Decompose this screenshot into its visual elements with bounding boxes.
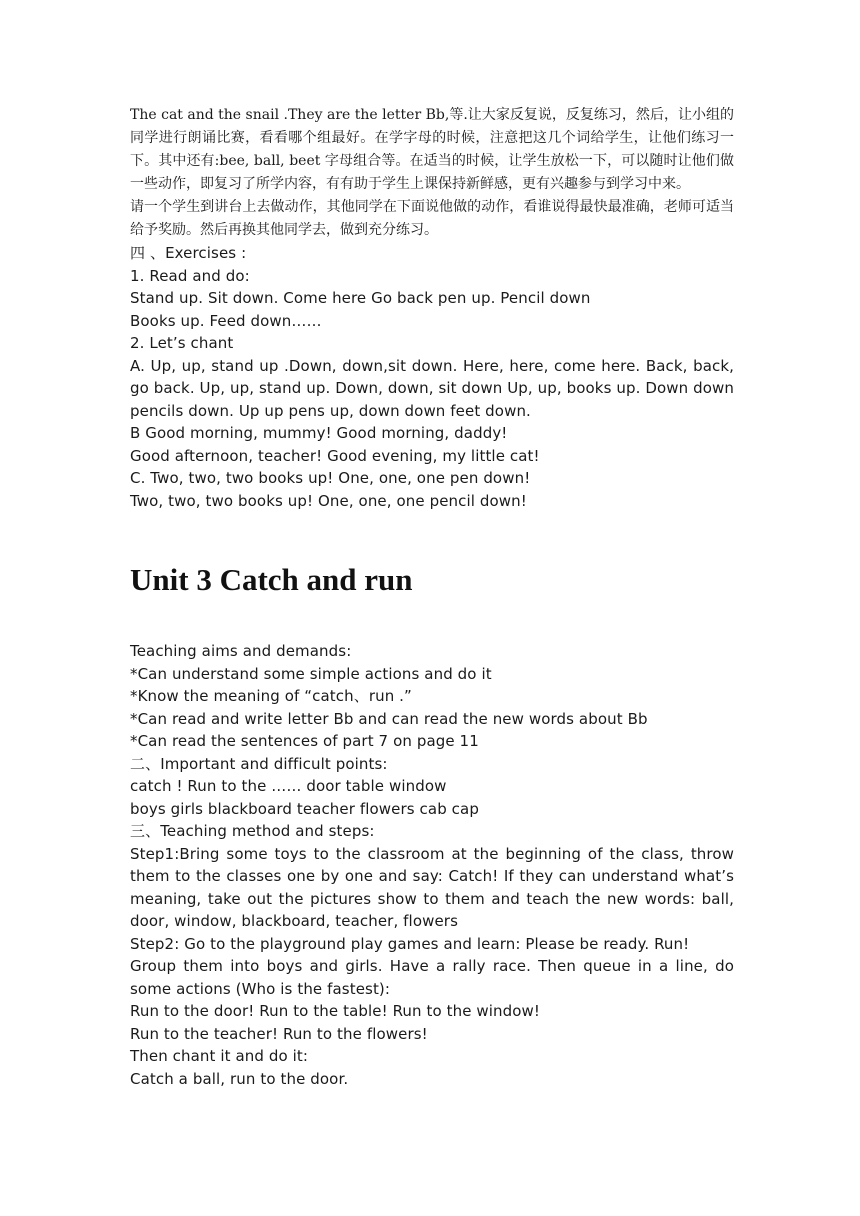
exercises-heading: 四 、Exercises : xyxy=(130,244,247,262)
aim-item: *Can understand some simple actions and do it xyxy=(130,664,492,683)
points-heading: 二、Important and difficult points: xyxy=(130,754,388,773)
aim-item: *Can read the sentences of part 7 on page 11 xyxy=(130,732,479,750)
unit-title: Unit 3 Catch and run xyxy=(130,562,413,597)
read-and-do-line: Books up. Feed down…… xyxy=(130,311,322,330)
catch-line: Catch a ball, run to the door. xyxy=(130,1069,349,1088)
method-heading: 三、Teaching method and steps: xyxy=(130,822,375,840)
aim-item: *Can read and write letter Bb and can read the new words about Bb xyxy=(130,709,648,728)
chant-a: A. Up, up, stand up .Down, down,sit down. Here, here, come here. Back, back, go back. Up, up, stand up. Down, down, sit down Up, up, books up. Down down pencils down. Up up pens up, down down feet down. xyxy=(130,356,734,420)
activity-paragraph: 请一个学生到讲台上去做动作，其他同学在下面说他做的动作，看谁说得最快最准确，老师可适当给予奖励。然后再换其他同学去，做到充分练习。 xyxy=(130,199,734,238)
chant-c-line: Two, two, two books up! One, one, one pencil down! xyxy=(130,491,527,510)
chant-do-line: Then chant it and do it: xyxy=(130,1047,309,1065)
chant-heading: 2. Let’s chant xyxy=(130,334,234,352)
step-2: Step2: Go to the playground play games and learn: Please be ready. Run! xyxy=(130,934,690,953)
step-1: Step1:Bring some toys to the classroom at the beginning of the class, throw them to the classes one by one and say: Catch! If they can understand what’s meaning, take out the pictures show to them and teach the new words: ball, door, window, blackboard, teacher, flowers xyxy=(130,844,734,930)
step-2-continued: Group them into boys and girls. Have a rally race. Then queue in a line, do some actions (Who is the fastest): xyxy=(130,957,734,998)
chant-c-line: C. Two, two, two books up! One, one, one pen down! xyxy=(130,469,531,487)
aims-heading: Teaching aims and demands: xyxy=(130,642,352,660)
run-line: Run to the door! Run to the table! Run to the window! xyxy=(130,1002,541,1020)
document-body xyxy=(130,104,734,1090)
intro-paragraph: The cat and the snail .They are the letter Bb,等.让大家反复说，反复练习，然后，让小组的同学进行朗诵比赛，看看哪个组最好。在学字母的时候，注意把这几个词给学生，让他们练习一下。其中还有:bee, ball, beet 字母组合等。在适当的时候，让学生放松一下，可以随时让他们做一些动作，即复习了所学内容，有有助于学生上课保持新鲜感，更有兴趣参与到学习中来。 xyxy=(130,107,734,192)
run-line: Run to the teacher! Run to the flowers! xyxy=(130,1024,428,1043)
chant-b-line: B Good morning, mummy! Good morning, daddy! xyxy=(130,424,508,442)
points-line: boys girls blackboard teacher flowers cab cap xyxy=(130,799,479,818)
chant-b-line: Good afternoon, teacher! Good evening, my little cat! xyxy=(130,446,540,465)
read-and-do-line: Stand up. Sit down. Come here Go back pen up. Pencil down xyxy=(130,289,591,307)
read-and-do-heading: 1. Read and do: xyxy=(130,266,250,285)
aim-item: *Know the meaning of “catch、run .” xyxy=(130,687,412,705)
points-line: catch ! Run to the …… door table window xyxy=(130,777,447,795)
